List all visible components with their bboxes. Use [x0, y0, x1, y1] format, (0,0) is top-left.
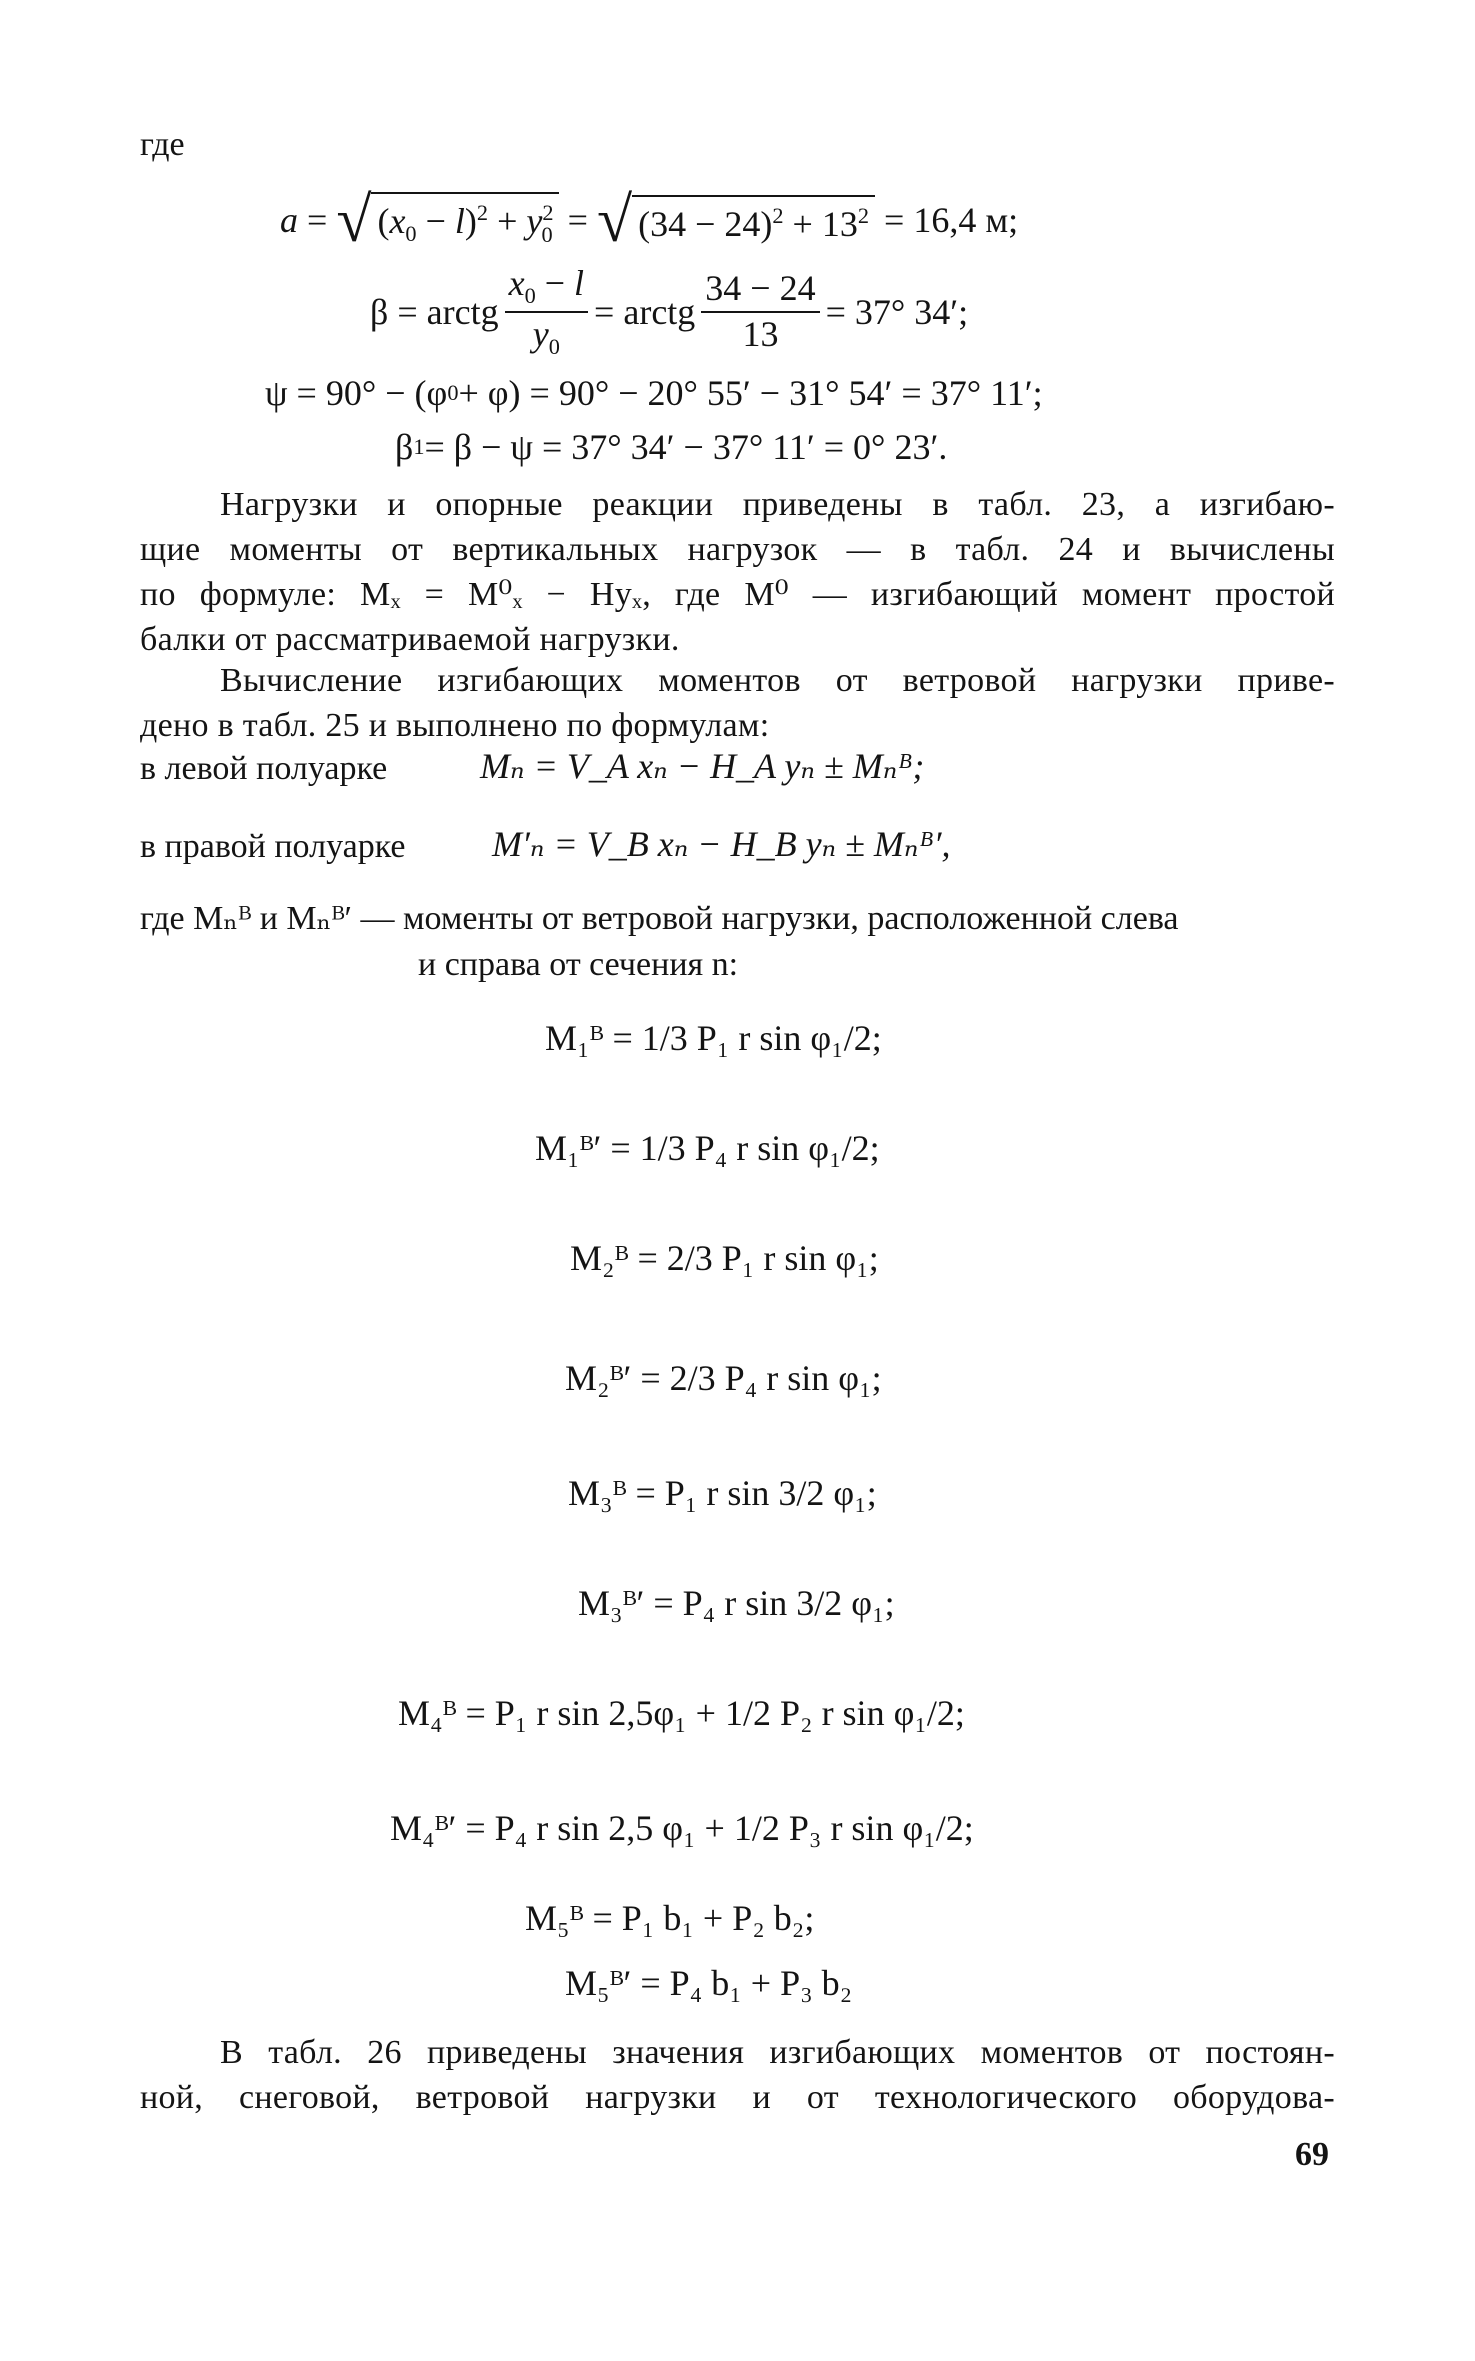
paragraph-table26 [140, 2030, 1335, 2120]
para2-line1: Вычисление изгибающих моментов от ветровой нагрузки приве- [220, 662, 1335, 699]
left-half-formula: Mₙ = V_A xₙ − H_A yₙ ± Mₙᴮ; [480, 746, 925, 786]
para1-line1: Нагрузки и опорные реакции приведены в табл. 23, а изгибаю- [220, 486, 1335, 523]
moment-formula: M₅ᴮ = P₁ b₁ + P₂ b₂; [525, 1898, 815, 1938]
moment-formula: M₂ᴮ = 2/3 P₁ r sin φ₁; [570, 1238, 879, 1278]
para2-line2: дено в табл. 25 и выполнено по формулам: [140, 707, 770, 744]
moment-formula: M₁ᴮ = 1/3 P₁ r sin φ₁/2; [545, 1018, 882, 1058]
where-intro: где [140, 126, 185, 163]
moment-formula: M₄ᴮ = P₁ r sin 2,5φ₁ + 1/2 P₂ r sin φ₁/2; [398, 1693, 965, 1733]
left-half-label: в левой полуарке [140, 750, 388, 787]
page-number: 69 [1295, 2136, 1329, 2173]
moment-formula: M₁ᴮ′ = 1/3 P₄ r sin φ₁/2; [535, 1128, 880, 1168]
equation-psi: ψ = 90° − (φ 0 + φ) = 90° − 20° 55′ − 31° 54′ = 37° 11′; [265, 373, 1043, 413]
where-moments-lead: где Mₙᴮ и Mₙᴮ′ — моменты от ветровой нагрузки, расположенной слева [140, 900, 1179, 937]
para3-line1: В табл. 26 приведены значения изгибающих моментов от постоян- [220, 2034, 1335, 2071]
moment-formula: M₅ᴮ′ = P₄ b₁ + P₃ b₂ [565, 1963, 853, 2003]
para1-line3: по формуле: Mₓ = M⁰ₓ − Hyₓ, где M⁰ — изгибающий момент простой [140, 576, 1335, 613]
paragraph-wind [140, 658, 1335, 748]
where-moments-cont: и справа от сечения n: [418, 946, 739, 983]
para1-line4: балки от рассматриваемой нагрузки. [140, 621, 680, 658]
moment-formula: M₂ᴮ′ = 2/3 P₄ r sin φ₁; [565, 1358, 882, 1398]
equation-beta: β = arctg $\frac{x_0 - l}{y_0}$ = arctg $\frac{34 - 24}{13}$ = 37° 34′; [370, 263, 969, 360]
paragraph-loads [140, 482, 1335, 662]
equation-a: a = √ $(x_0 - l)^2 + y^2_0$ = √ $(34 - 24)^2 + 13^2$ = 16,4 м; [280, 184, 1019, 255]
para3-line2: ной, снеговой, ветровой нагрузки и от технологического оборудова- [140, 2079, 1335, 2116]
para1-line2: щие моменты от вертикальных нагрузок — в табл. 24 и вычислены [140, 531, 1335, 568]
moment-formula: M₃ᴮ′ = P₄ r sin 3/2 φ₁; [578, 1583, 895, 1623]
equation-beta1: β 1 = β − ψ = 37° 34′ − 37° 11′ = 0° 23′. [395, 427, 948, 467]
right-half-label: в правой полуарке [140, 828, 406, 865]
moment-formula: M₄ᴮ′ = P₄ r sin 2,5 φ₁ + 1/2 P₃ r sin φ₁/2; [390, 1808, 974, 1848]
right-half-formula: M′ₙ = V_B xₙ − H_B yₙ ± Mₙᴮ′, [492, 824, 951, 864]
moment-formula: M₃ᴮ = P₁ r sin 3/2 φ₁; [568, 1473, 877, 1513]
